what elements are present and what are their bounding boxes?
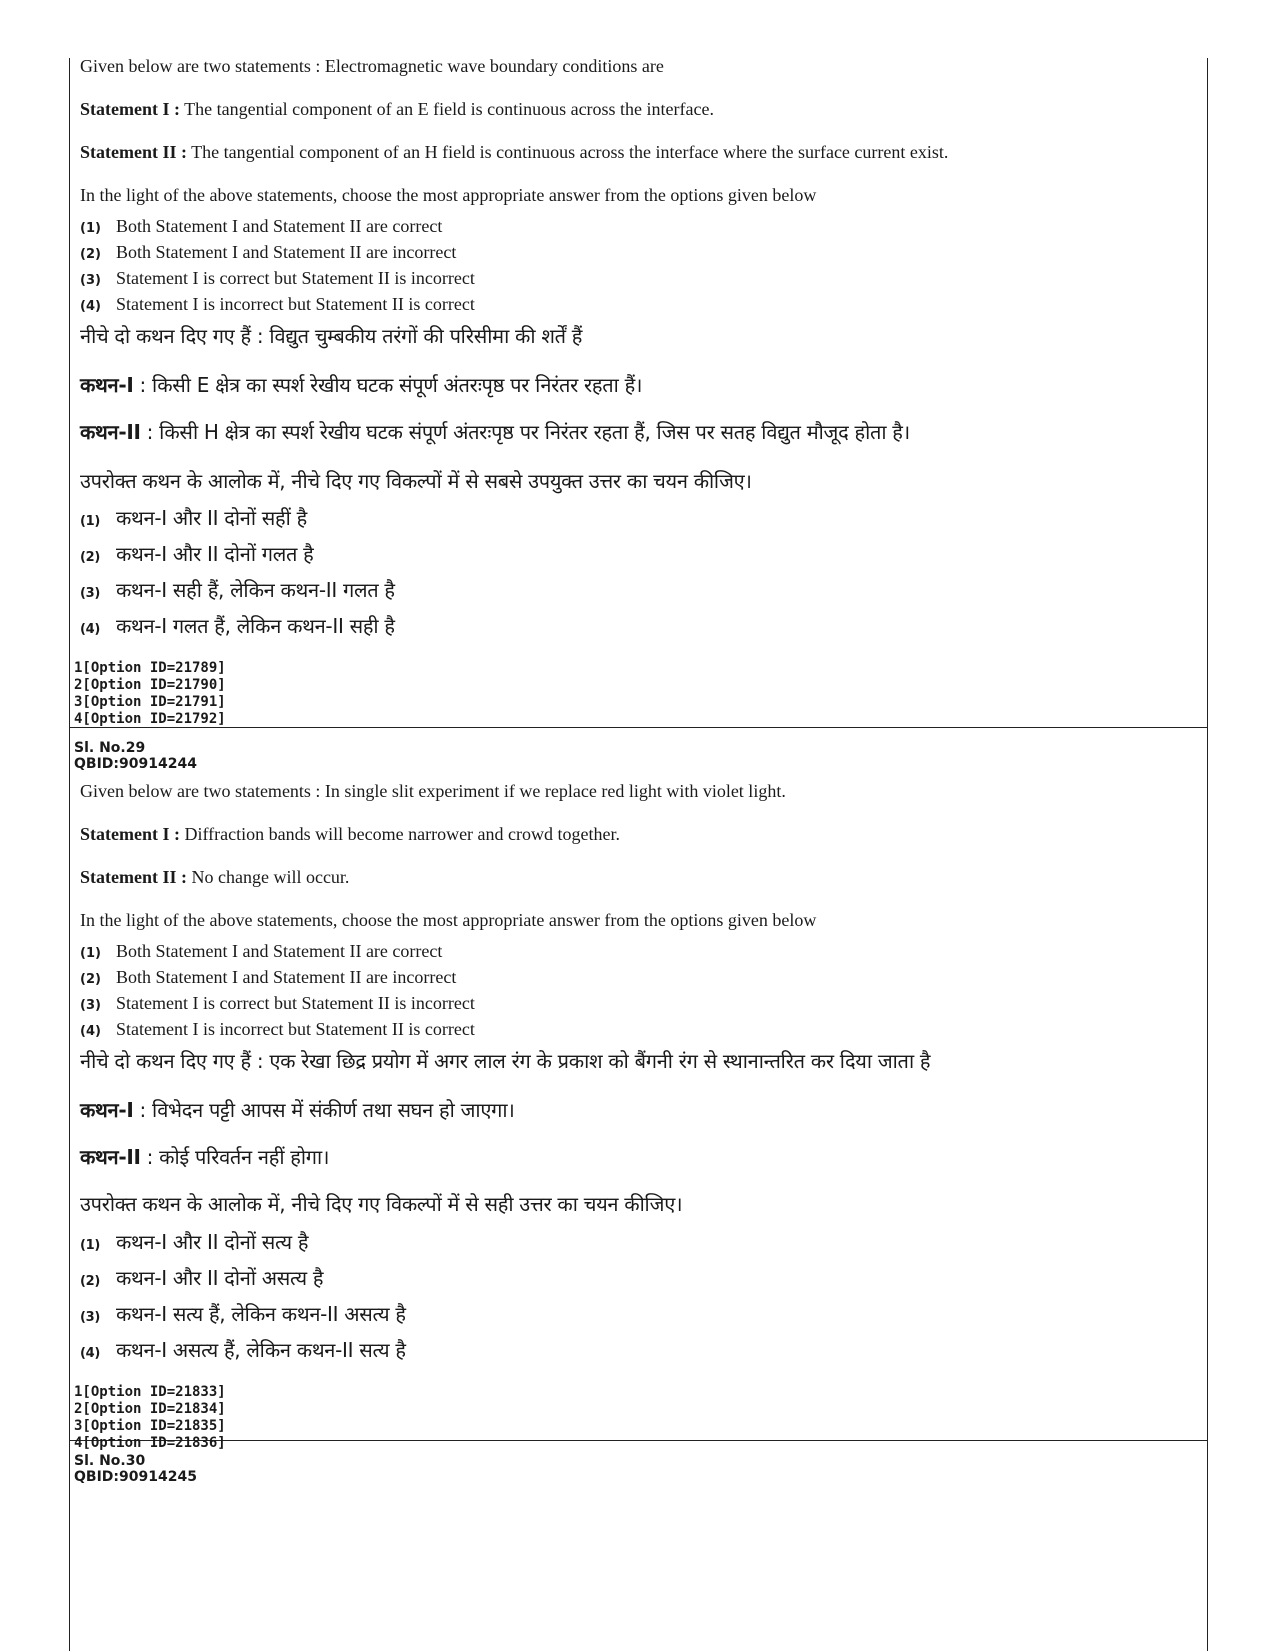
statement-2-en: Statement II : No change will occur. [80, 867, 350, 887]
option-id: 4[Option ID=21792] [74, 711, 226, 727]
option-id: 2[Option ID=21834] [74, 1401, 226, 1417]
question-30-header [74, 1453, 197, 1485]
intro-hi: नीचे दो कथन दिए गए हैं : विद्युत चुम्बकीय तरंगों की परिसीमा की शर्तें हैं [80, 324, 583, 348]
question-divider [69, 727, 1208, 728]
intro-hi: नीचे दो कथन दिए गए हैं : एक रेखा छिद्र प्रयोग में अगर लाल रंग के प्रकाश को बैंगनी रंग से स्थानान्तरित कर दिया जाता है [80, 1049, 931, 1073]
qbid: QBID:90914244 [74, 756, 197, 772]
statement-2-en: Statement II : The tangential component of an H field is continuous across the interface where the surface current exist. [80, 142, 949, 162]
option-en: (3) Statement I is correct but Statement II is incorrect [80, 268, 475, 288]
option-hi: (1) कथन-I और II दोनों सत्य है [80, 1230, 309, 1254]
instruction-en: In the light of the above statements, choose the most appropriate answer from the options given below [80, 910, 817, 930]
option-en: (3) Statement I is correct but Statement II is incorrect [80, 993, 475, 1013]
option-en: (2) Both Statement I and Statement II are incorrect [80, 242, 457, 262]
option-id-list [74, 1384, 226, 1452]
statement-1-en: Statement I : Diffraction bands will become narrower and crowd together. [80, 824, 620, 844]
statement-1-hi: कथन-I : विभेदन पट्टी आपस में संकीर्ण तथा सघन हो जाएगा। [80, 1098, 515, 1122]
right-border [1207, 58, 1208, 1651]
intro-en: Given below are two statements : Electromagnetic wave boundary conditions are [80, 56, 664, 76]
question-divider [69, 1440, 1208, 1441]
option-en: (4) Statement I is incorrect but Statement II is correct [80, 294, 475, 314]
option-hi: (2) कथन-I और II दोनों असत्य है [80, 1266, 324, 1290]
option-id: 3[Option ID=21791] [74, 694, 226, 710]
left-border [69, 58, 70, 1651]
serial-number: Sl. No.30 [74, 1453, 146, 1469]
statement-1-en: Statement I : The tangential component of an E field is continuous across the interface. [80, 99, 714, 119]
option-en: (1) Both Statement I and Statement II are correct [80, 216, 443, 236]
option-id: 1[Option ID=21789] [74, 660, 226, 676]
question-header [74, 740, 197, 772]
serial-number: Sl. No.29 [74, 740, 146, 756]
instruction-hi: उपरोक्त कथन के आलोक में, नीचे दिए गए विकल्पों में से सही उत्तर का चयन कीजिए। [80, 1192, 683, 1216]
option-id: 3[Option ID=21835] [74, 1418, 226, 1434]
instruction-hi: उपरोक्त कथन के आलोक में, नीचे दिए गए विकल्पों में से सबसे उपयुक्त उत्तर का चयन कीजिए। [80, 469, 752, 493]
option-id-list [74, 660, 226, 728]
option-hi: (2) कथन-I और II दोनों गलत है [80, 542, 314, 566]
option-id: 1[Option ID=21833] [74, 1384, 226, 1400]
option-hi: (4) कथन-I असत्य हैं, लेकिन कथन-II सत्य है [80, 1338, 406, 1362]
option-id: 2[Option ID=21790] [74, 677, 226, 693]
option-id: 4[Option ID=21836] [74, 1435, 226, 1451]
option-hi: (3) कथन-I सही हैं, लेकिन कथन-II गलत है [80, 578, 395, 602]
option-hi: (3) कथन-I सत्य हैं, लेकिन कथन-II असत्य है [80, 1302, 406, 1326]
option-en: (1) Both Statement I and Statement II are correct [80, 941, 443, 961]
option-en: (2) Both Statement I and Statement II are incorrect [80, 967, 457, 987]
option-hi: (4) कथन-I गलत हैं, लेकिन कथन-II सही है [80, 614, 395, 638]
statement-1-hi: कथन-I : किसी E क्षेत्र का स्पर्श रेखीय घटक संपूर्ण अंतरःपृष्ठ पर निरंतर रहता हैं। [80, 373, 643, 397]
option-en: (4) Statement I is incorrect but Statement II is correct [80, 1019, 475, 1039]
option-hi: (1) कथन-I और II दोनों सहीं है [80, 506, 307, 530]
intro-en: Given below are two statements : In single slit experiment if we replace red light with violet light. [80, 781, 786, 801]
instruction-en: In the light of the above statements, choose the most appropriate answer from the options given below [80, 185, 817, 205]
statement-2-hi: कथन-II : किसी H क्षेत्र का स्पर्श रेखीय घटक संपूर्ण अंतरःपृष्ठ पर निरंतर रहता हैं, जिस पर सतह विद्युत मौजूद होता है। [80, 420, 910, 444]
statement-2-hi: कथन-II : कोई परिवर्तन नहीं होगा। [80, 1145, 330, 1169]
qbid: QBID:90914245 [74, 1469, 197, 1485]
